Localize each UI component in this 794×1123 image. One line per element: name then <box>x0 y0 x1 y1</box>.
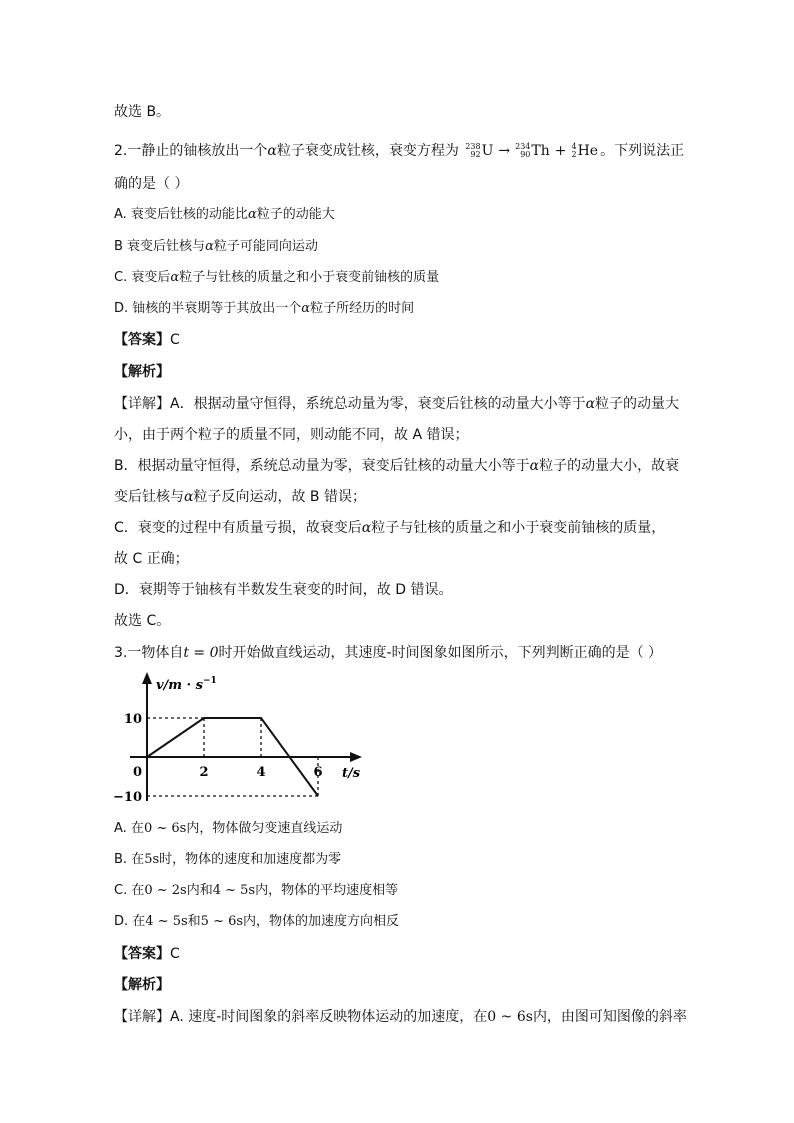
alpha-symbol: α <box>361 520 372 536</box>
q2-opt-b-text2: 粒子可能同向运动 <box>213 239 318 254</box>
velocity-time-graph <box>110 668 370 808</box>
he-mass: 4 <box>571 142 577 151</box>
q2-detail-c-text1: C．衰变的过程中有质量亏损，故衰变后 <box>114 520 362 536</box>
alpha-symbol: α <box>184 489 194 505</box>
origin-label: 0 <box>133 765 143 780</box>
q3-detail-a <box>114 1007 687 1027</box>
q3-opt-b-math: 5s <box>144 852 160 867</box>
reaction-arrow: → <box>498 143 511 159</box>
y-tick-label-0: 10 <box>123 712 142 727</box>
q2-stem-a: 2.一静止的铀核放出一个 <box>114 143 268 159</box>
answer-label: 【答案】 <box>114 946 170 962</box>
q2-opt-c-text2: 粒子与钍核的质量之和小于衰变前铀核的质量 <box>179 270 440 285</box>
q3-option-c <box>114 881 398 901</box>
plus-sign: + <box>554 143 567 159</box>
q3-stem-text1: 3.一物体自 <box>114 645 184 661</box>
q2-detail-b-line1 <box>114 456 679 476</box>
q3-opt-d-math1: 4 ~ 5s <box>145 914 188 929</box>
q2-detail-a-text1: 【详解】A．根据动量守恒得，系统总动量为零，衰变后钍核的动量大小等于 <box>114 396 586 412</box>
q3-t0-math: t = 0 <box>183 645 219 661</box>
x-tick-label-4: 4 <box>256 765 266 780</box>
q3-opt-c-text1: C. 在 <box>114 883 145 898</box>
q3-detail-math: 0 ~ 6s <box>487 1009 533 1025</box>
th-symbol: Th <box>531 143 550 159</box>
q2-detail-a-line2: 小，由于两个粒子的质量不同，则动能不同，故 A 错误； <box>114 427 469 443</box>
alpha-symbol: α <box>267 143 277 159</box>
q3-opt-c-math2: 4 ~ 5s <box>212 883 256 898</box>
q3-option-b <box>114 850 341 870</box>
q3-opt-d-math2: 5 ~ 6s <box>200 914 244 929</box>
q3-stem <box>114 643 662 663</box>
alpha-symbol: α <box>301 301 311 316</box>
q3-opt-c-text3: 内，物体的平均速度相等 <box>255 883 399 898</box>
x-tick-label-6: 6 <box>313 765 323 780</box>
q2-opt-b-text1: B 衰变后钍核与 <box>114 239 206 254</box>
q3-opt-d-text1: D. 在 <box>114 914 146 929</box>
q3-option-a <box>114 819 342 839</box>
q2-analysis-label: 【解析】 <box>114 364 170 380</box>
q3-opt-a-text2: 内，物体做匀变速直线运动 <box>186 821 343 836</box>
q2-detail-b-text4: 粒子反向运动，故 B 错误； <box>193 489 366 505</box>
q2-opt-d-text1: D. 铀核的半衰期等于其放出一个 <box>114 301 302 316</box>
q2-detail-c-text2: 粒子与钍核的质量之和小于衰变前铀核的质量， <box>371 520 666 536</box>
q3-option-d <box>114 912 399 932</box>
top-conclusion: 故选 B。 <box>114 104 171 120</box>
th-num: 90 <box>520 150 531 159</box>
alpha-symbol: α <box>247 207 257 222</box>
th-mass: 234 <box>515 142 531 151</box>
uranium-nuclide <box>465 141 493 161</box>
he-symbol: He <box>577 143 599 159</box>
u-mass: 238 <box>465 142 481 151</box>
alpha-symbol: α <box>170 270 180 285</box>
q2-option-b <box>114 237 318 257</box>
thorium-nuclide <box>515 141 550 161</box>
q3-opt-d-text2: 和 <box>187 914 201 929</box>
q2-detail-b-text2: 粒子的动量大小，故衰 <box>539 458 680 474</box>
q2-conclusion: 故选 C。 <box>114 613 171 629</box>
q3-analysis-label: 【解析】 <box>114 977 170 993</box>
alpha-symbol: α <box>529 458 540 474</box>
q3-opt-c-text2: 内和 <box>186 883 213 898</box>
q3-opt-a-text1: A. 在 <box>114 821 144 836</box>
q2-option-d <box>114 299 414 319</box>
u-num: 92 <box>470 150 481 159</box>
q2-opt-d-text2: 粒子所经历的时间 <box>310 301 415 316</box>
q3-opt-d-text3: 内，物体的加速度方向相反 <box>243 914 400 929</box>
q2-detail-c-line1 <box>114 518 665 538</box>
q2-answer <box>114 330 180 350</box>
q3-detail-text1: 【详解】A. 速度-时间图象的斜率反映物体运动的加速度，在 <box>114 1009 488 1025</box>
alpha-symbol: α <box>205 239 214 254</box>
x-axis-arrow-icon <box>350 752 362 762</box>
q2-stem-c: 。下列说法正 <box>600 143 685 159</box>
q2-opt-c-text1: C. 衰变后 <box>114 270 171 285</box>
q2-option-c <box>114 268 439 288</box>
y-tick-label-1: −10 <box>113 790 142 805</box>
answer-value: C <box>170 332 180 348</box>
u-symbol: U <box>481 143 494 159</box>
x-axis-label: t/s <box>342 766 361 781</box>
q3-opt-c-math1: 0 ~ 2s <box>144 883 187 898</box>
helium-nuclide <box>571 141 598 161</box>
answer-label: 【答案】 <box>114 332 170 348</box>
alpha-symbol: α <box>585 396 596 412</box>
q2-detail-b-text3: 变后钍核与 <box>114 489 184 505</box>
q2-detail-b-line2 <box>114 487 366 507</box>
q2-option-a <box>114 205 335 225</box>
q2-stem-b: 粒子衰变成钍核，衰变方程为 <box>276 143 459 159</box>
q3-opt-b-text1: B. 在 <box>114 852 145 867</box>
x-tick-label-2: 2 <box>199 765 209 780</box>
q3-stem-text2: 时开始做直线运动，其速度-时间图象如图所示，下列判断正确的是（ ） <box>218 645 663 661</box>
q2-detail-d: D．衰期等于铀核有半数发生衰变的时间，故 D 错误。 <box>114 582 453 598</box>
q2-detail-a-text2: 粒子的动量大 <box>595 396 680 412</box>
q2-opt-a-text2: 粒子的动能大 <box>256 207 335 222</box>
y-axis-arrow-icon <box>142 672 152 684</box>
y-axis-label: $v/m \cdot s^{-1}$ <box>156 676 217 693</box>
he-num: 2 <box>571 150 577 159</box>
q3-detail-text2: 内，由图可知图像的斜率 <box>532 1009 687 1025</box>
q3-answer <box>114 944 180 964</box>
q2-opt-a-text1: A. 衰变后钍核的动能比 <box>114 207 248 222</box>
q2-detail-c-line2: 故 C 正确； <box>114 551 189 567</box>
q2-detail-a-line1 <box>114 394 679 414</box>
q2-detail-b-text1: B．根据动量守恒得，系统总动量为零，衰变后钍核的动量大小等于 <box>114 458 530 474</box>
q3-opt-b-text2: 时，物体的速度和加速度都为零 <box>159 852 342 867</box>
q3-opt-a-math: 0 ~ 6s <box>143 821 187 836</box>
q2-stem-d: 确的是（ ） <box>114 176 189 192</box>
answer-value: C <box>170 946 180 962</box>
q2-stem-line1 <box>114 141 684 161</box>
